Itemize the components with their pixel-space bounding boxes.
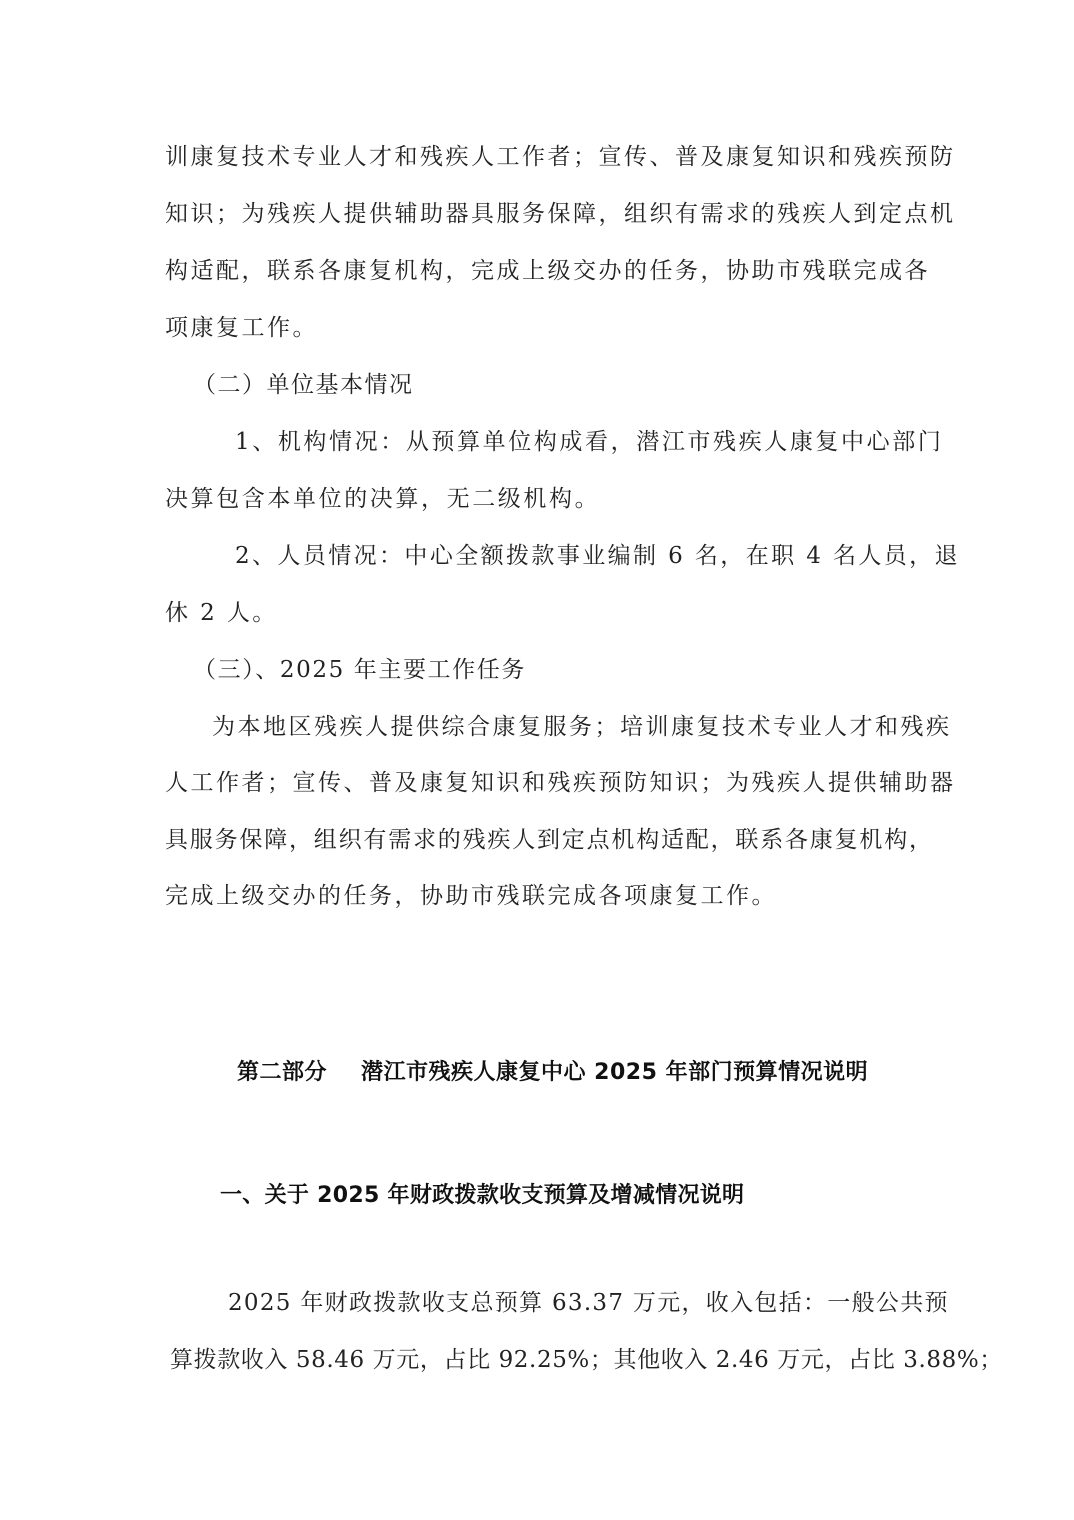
part-two-name: 潜江市残疾人康复中心 2025 年部门预算情况说明 bbox=[361, 1060, 869, 1085]
budget-line-1: 2025 年财政拨款收支总预算 63.37 万元，收入包括：一般公共预 bbox=[228, 1290, 949, 1316]
org-info-line-2: 决算包含本单位的决算，无二级机构。 bbox=[165, 486, 601, 512]
org-info-line-1: 1、机构情况：从预算单位构成看，潜江市残疾人康复中心部门 bbox=[235, 429, 944, 455]
tasks-line-4: 完成上级交办的任务，协助市残联完成各项康复工作。 bbox=[165, 883, 777, 909]
tasks-heading: （三）、2025 年主要工作任务 bbox=[193, 657, 526, 683]
part-two-title bbox=[237, 1058, 868, 1088]
tasks-line-1: 为本地区残疾人提供综合康复服务；培训康复技术专业人才和残疾 bbox=[212, 714, 952, 740]
staff-info-line-2: 休 2 人。 bbox=[165, 600, 278, 626]
budget-line-2: 算拨款收入 58.46 万元，占比 92.25%；其他收入 2.46 万元，占比 3.88%； bbox=[170, 1347, 1003, 1373]
intro-line-4: 项康复工作。 bbox=[165, 315, 318, 341]
unit-info-heading: （二）单位基本情况 bbox=[193, 372, 414, 398]
part-two-label: 第二部分 bbox=[237, 1060, 328, 1085]
intro-line-1: 训康复技术专业人才和残疾人工作者；宣传、普及康复知识和残疾预防 bbox=[165, 144, 956, 170]
intro-line-2: 知识；为残疾人提供辅助器具服务保障，组织有需求的残疾人到定点机 bbox=[165, 201, 956, 227]
tasks-line-3: 具服务保障，组织有需求的残疾人到定点机构适配，联系各康复机构， bbox=[165, 827, 934, 853]
section-one-title: 一、关于 2025 年财政拨款收支预算及增减情况说明 bbox=[220, 1183, 745, 1208]
staff-info-line-1: 2、人员情况：中心全额拨款事业编制 6 名，在职 4 名人员，退 bbox=[235, 543, 960, 569]
intro-line-3: 构适配，联系各康复机构，完成上级交办的任务，协助市残联完成各 bbox=[165, 258, 930, 284]
tasks-line-2: 人工作者；宣传、普及康复知识和残疾预防知识；为残疾人提供辅助器 bbox=[165, 770, 956, 796]
